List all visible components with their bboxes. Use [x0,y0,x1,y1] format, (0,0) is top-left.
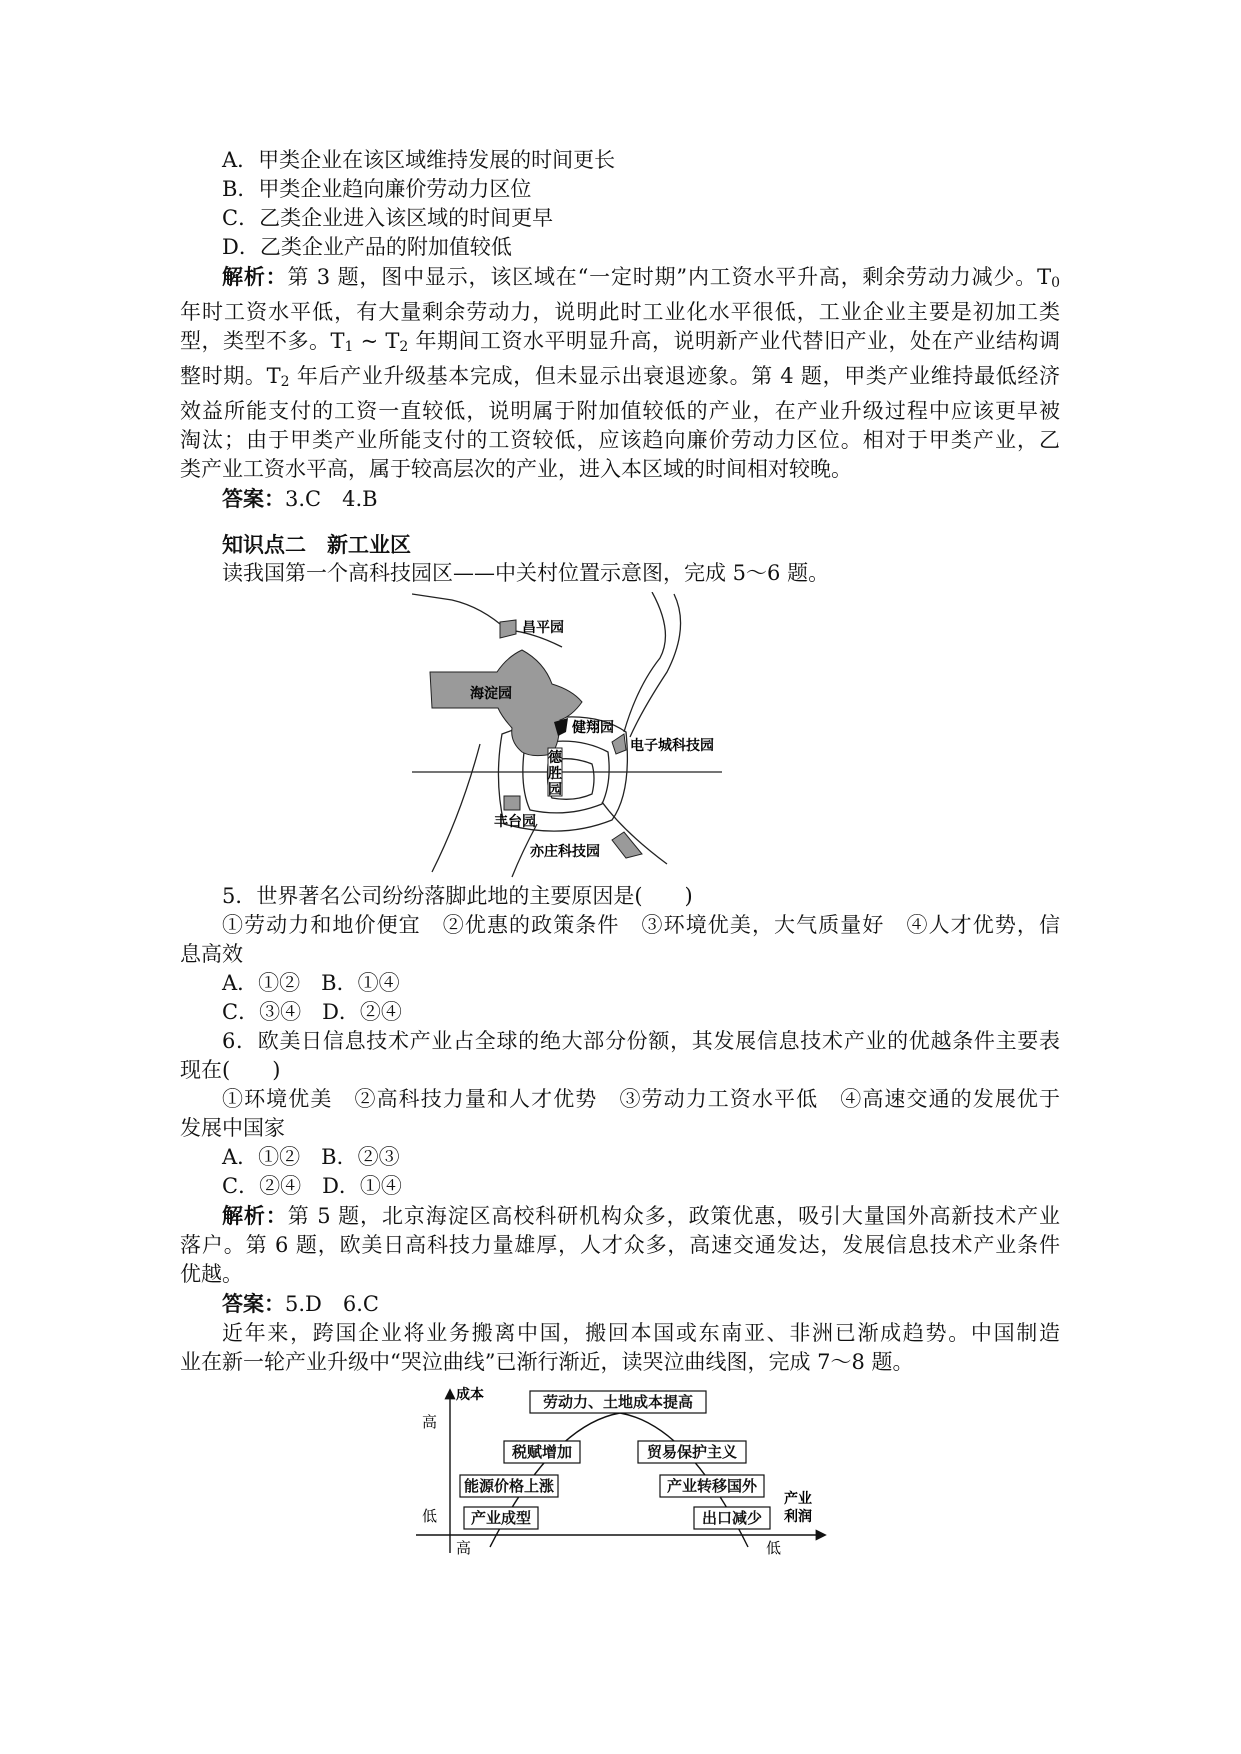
analysis-1-line-3 [180,327,1060,362]
analysis-1-line-6: 淘汰；由于甲类产业所能支付的工资较低，应该趋向廉价劳动力区位。相对于甲类产业，乙 [180,428,1060,452]
analysis-text: 第 3 题，图中显示，该区域在“一定时期”内工资水平升高，剩余劳动力减少。T [287,265,1052,289]
subscript: 2 [280,374,290,390]
q6-items-line-1: ①环境优美 ②高科技力量和人才优势 ③劳动力工资水平低 ④高速交通的发展优于 [222,1087,1060,1111]
changping-park-label: 昌平园 [522,620,564,636]
y-high-label: 高 [422,1413,438,1431]
q6-stem-line-2: 现在( ) [180,1058,281,1082]
jianxiang-park-label: 健翔园 [572,720,614,736]
answer-2 [180,1289,1060,1319]
answer-value: 3.C 4.B [285,487,378,511]
x-axis-title-line-2: 利润 [784,1509,812,1525]
dianzicheng-park [612,734,626,754]
dianzicheng-park-label: 电子城科技园 [630,738,714,754]
section-intro: 读我国第一个高科技园区——中关村位置示意图，完成 5～6 题。 [222,561,830,585]
boundary-line-north [624,592,665,732]
analysis-text: 整时期。T [180,364,281,388]
x-axis-title-line-1: 产业 [784,1491,812,1507]
desheng-char-2: 胜 [548,766,562,782]
subscript: 2 [399,339,409,355]
q5-options-cd: C．③④ D．②④ [222,1000,402,1024]
answer-value: 5.D 6.C [285,1292,379,1316]
y-low-label: 低 [422,1507,438,1525]
q6-options-ab: A．①② B．②③ [222,1145,400,1169]
option-b: B．甲类企业趋向廉价劳动力区位 [222,177,532,201]
subscript: 0 [1051,275,1060,291]
zhongguancun-map [412,592,722,882]
q6-items-line-2: 发展中国家 [180,1116,285,1140]
box-top-text: 劳动力、土地成本提高 [542,1393,694,1411]
desheng-park-label [548,749,563,798]
analysis-1-line-7: 类产业工资水平高，属于较高层次的产业，进入本区域的时间相对较晚。 [180,457,852,481]
fengtai-park [504,796,520,810]
x-low-label: 低 [766,1539,782,1557]
fengtai-park-label: 丰台园 [494,814,536,830]
analysis-text: 第 5 题，北京海淀区高校科研机构众多，政策优惠，吸引大量国外高新技术产业 [287,1204,1061,1228]
passage-line-1: 近年来，跨国企业将业务搬离中国，搬回本国或东南亚、非洲已渐成趋势。中国制造 [222,1321,1060,1345]
haidian-park [430,650,582,756]
option-d: D．乙类企业产品的附加值较低 [222,235,512,259]
section-title: 知识点二 新工业区 [222,532,411,557]
subscript: 1 [344,339,354,355]
q6-options-cd: C．②④ D．①④ [222,1174,402,1198]
box-right-4-text: 出口减少 [701,1509,763,1527]
desheng-char-3: 园 [548,782,562,798]
q6-stem-line-1: 6．欧美日信息技术产业占全球的绝大部分份额，其发展信息技术产业的优越条件主要表 [222,1029,1060,1053]
analysis-1-line-5: 效益所能支付的工资一直较低，说明属于附加值较低的产业，在产业升级过程中应该更早被 [180,399,1060,423]
analysis-2-line-1 [180,1201,1060,1231]
box-left-4-text: 产业成型 [470,1509,532,1527]
analysis-1-line-1 [180,262,1060,298]
q5-stem: 5．世界著名公司纷纷落脚此地的主要原因是( ) [222,884,693,908]
box-right-3-text: 产业转移国外 [666,1477,758,1495]
analysis-text: 年后产业升级基本完成，但未显示出衰退迹象。第 4 题，甲类产业维持最低经济 [289,364,1060,388]
analysis-label: 解析： [222,264,288,289]
yizhuang-park [612,832,642,858]
y-axis-title: 成本 [456,1387,484,1403]
yizhuang-park-label: 亦庄科技园 [530,844,600,860]
q5-items-line-1: ①劳动力和地价便宜 ②优惠的政策条件 ③环境优美，大气质量好 ④人才优势，信 [222,913,1060,937]
analysis-1-line-2: 年时工资水平低，有大量剩余劳动力，说明此时工业化水平很低，工业企业主要是初加工类 [180,300,1060,324]
west-road [432,744,480,872]
haidian-park-label: 海淀园 [470,686,512,702]
q5-items-line-2: 息高效 [180,942,243,966]
option-c: C．乙类企业进入该区域的时间更早 [222,206,554,230]
analysis-2-line-2: 落户。第 6 题，欧美日高科技力量雄厚，人才众多，高速交通发达，发展信息技术产业条件 [180,1233,1060,1257]
analysis-text: ~ T [353,329,400,353]
page-content [180,146,1060,1565]
box-left-3-text: 能源价格上涨 [463,1477,555,1495]
x-high-label: 高 [456,1539,472,1557]
analysis-text: 型，类型不多。T [180,329,345,353]
answer-label: 答案： [222,486,285,511]
changping-park [500,620,516,638]
q5-options-ab: A．①② B．①④ [222,971,400,995]
box-left-2-text: 税赋增加 [511,1443,573,1461]
passage-line-2: 业在新一轮产业升级中“哭泣曲线”已渐行渐近，读哭泣曲线图，完成 7～8 题。 [180,1350,914,1374]
analysis-label: 解析： [222,1203,288,1228]
box-right-2-text: 贸易保护主义 [646,1443,738,1461]
answer-label: 答案： [222,1291,285,1316]
answer-1 [180,484,1060,514]
river-line [630,594,681,737]
analysis-1-line-4 [180,362,1060,397]
desheng-char-1: 德 [548,750,562,766]
analysis-text: 年期间工资水平明显升高，说明新产业代替旧产业，处在产业结构调 [408,329,1060,353]
analysis-2-line-3: 优越。 [180,1262,243,1286]
crying-curve-diagram [412,1385,832,1565]
option-a: A．甲类企业在该区域维持发展的时间更长 [222,148,616,172]
